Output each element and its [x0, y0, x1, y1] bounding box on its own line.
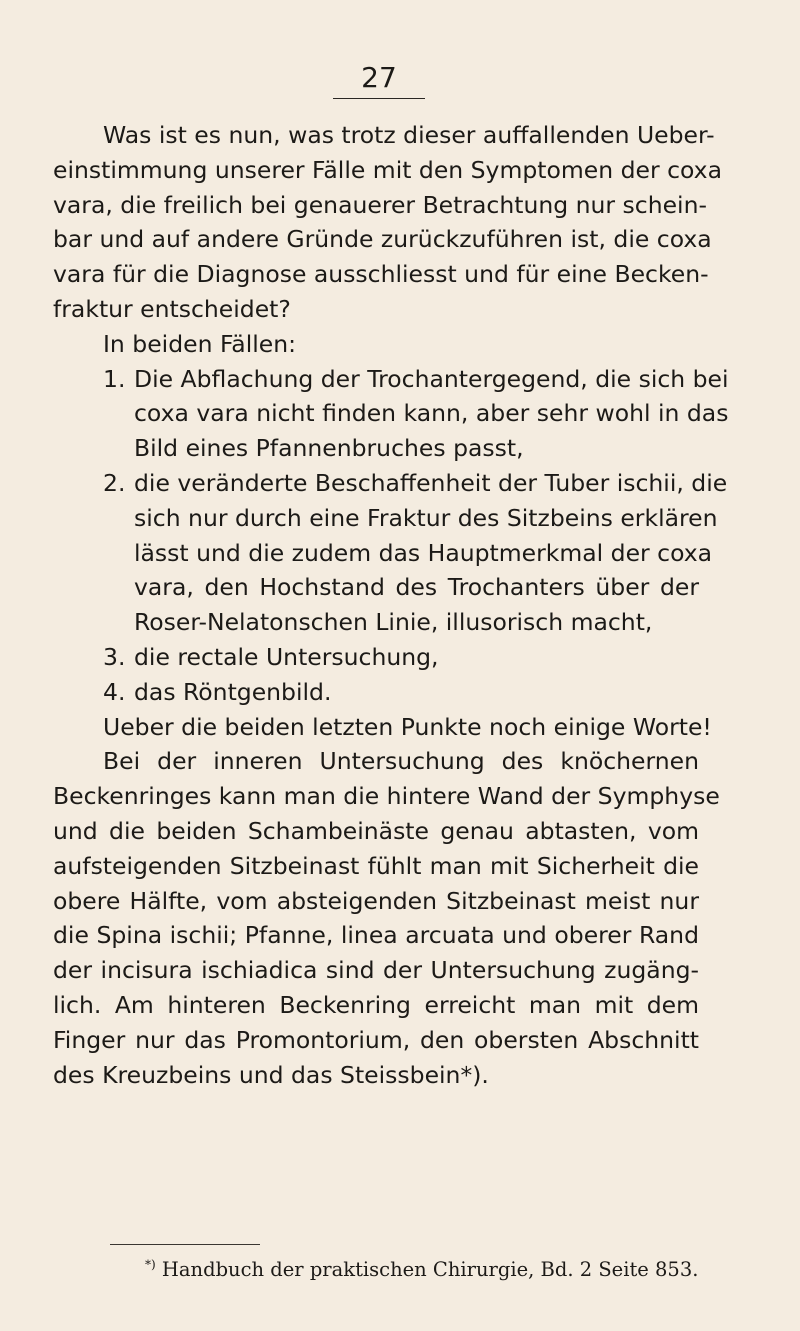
list-item-number: 3. — [103, 642, 126, 671]
text-line: obere Hälfte, vom absteigenden Sitzbeinast meist nur — [53, 886, 699, 915]
paragraph-transition — [53, 710, 712, 745]
text-line: der incisura ischiadica sind der Untersuchung zugäng- — [53, 956, 699, 985]
list-item-number: 1. — [103, 364, 126, 393]
text-line: das Röntgenbild. — [134, 677, 332, 706]
text-line: die Spina ischii; Pfanne, linea arcuata und oberer Rand — [53, 921, 699, 950]
text-line: einstimmung unserer Fälle mit den Symptomen der coxa — [53, 155, 722, 184]
list-item — [53, 362, 729, 466]
text-line: Beckenringes kann man die hintere Wand der Symphyse — [53, 782, 720, 811]
text-line: coxa vara nicht finden kann, aber sehr wohl in das — [134, 399, 729, 428]
text-line: Finger nur das Promontorium, den obersten Abschnitt — [53, 1025, 699, 1054]
text-line: Was ist es nun, was trotz dieser auffallenden Ueber- — [103, 121, 715, 149]
paragraph-examination — [53, 744, 720, 1092]
body-text — [53, 118, 729, 1092]
text-line: des Kreuzbeins und das Steissbein*). — [53, 1060, 489, 1089]
text-line: lich. Am hinteren Beckenring erreicht man mit dem — [53, 990, 699, 1019]
footnote-text: Handbuch der praktischen Chirurgie, Bd. 2 Seite 853. — [161, 1258, 699, 1281]
list-item-number: 2. — [103, 468, 126, 497]
text-line: Ueber die beiden letzten Punkte noch einige Worte! — [103, 712, 712, 741]
list-intro: In beiden Fällen: — [103, 329, 297, 358]
footnote-marker: *) — [145, 1257, 156, 1272]
text-line: und die beiden Schambeinäste genau abtasten, vom — [53, 816, 699, 845]
list-item-number: 4. — [103, 677, 126, 706]
text-line: fraktur entscheidet? — [53, 294, 291, 323]
page-number: 27 — [333, 62, 425, 99]
list-item — [53, 640, 699, 675]
text-line: vara, die freilich bei genauerer Betrachtung nur schein- — [53, 190, 707, 219]
footnote — [145, 1257, 698, 1283]
text-line: Die Abflachung der Trochantergegend, die sich bei — [134, 364, 729, 393]
numbered-list — [53, 362, 729, 710]
text-line: die rectale Untersuchung, — [134, 642, 439, 671]
list-item — [53, 675, 699, 710]
paragraph-question — [53, 118, 722, 327]
text-line: bar und auf andere Gründe zurückzuführen ist, die coxa — [53, 225, 712, 254]
text-line: die veränderte Beschaffenheit der Tuber ischii, die — [134, 468, 728, 497]
text-line: vara, den Hochstand des Trochanters über der — [134, 573, 699, 602]
text-line: aufsteigenden Sitzbeinast fühlt man mit Sicherheit die — [53, 851, 699, 880]
footnote-divider — [110, 1244, 260, 1245]
text-line: Roser-Nelatonschen Linie, illusorisch macht, — [134, 608, 653, 637]
text-line: sich nur durch eine Fraktur des Sitzbeins erklären — [134, 503, 718, 532]
text-line: lässt und die zudem das Hauptmerkmal der coxa — [134, 538, 713, 567]
text-line: Bei der inneren Untersuchung des knöchernen — [103, 747, 699, 776]
text-line: vara für die Diagnose ausschliesst und für eine Becken- — [53, 260, 709, 289]
text-line: Bild eines Pfannenbruches passt, — [134, 434, 524, 463]
list-item — [53, 466, 728, 640]
